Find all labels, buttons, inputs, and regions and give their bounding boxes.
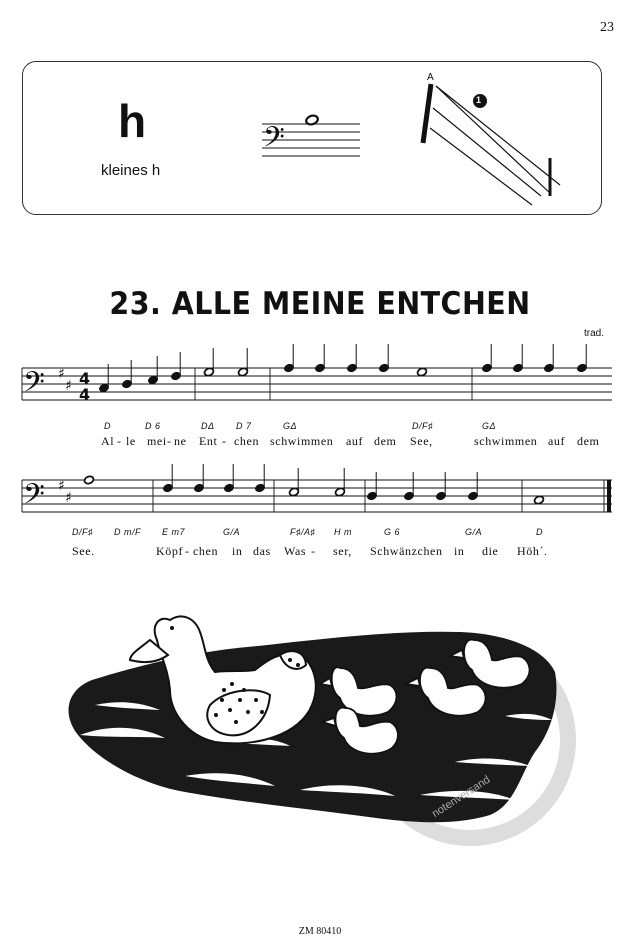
lyric-syllable: Höh´.	[517, 544, 548, 558]
lyric-syllable: See,	[410, 434, 433, 448]
lyric-syllable: Ent	[199, 434, 218, 448]
time-sig-top: 4	[79, 369, 91, 388]
chord: D 7	[236, 421, 252, 431]
time-sig-bottom: 4	[79, 385, 91, 404]
lyric-syllable: in	[232, 544, 243, 558]
chord: E m7	[162, 527, 186, 537]
chord: D/F♯	[412, 421, 433, 431]
lyric-hyphen: -	[167, 434, 172, 448]
bass-clef-icon: 𝄢	[23, 366, 45, 406]
lyric-syllable: schwimmen	[474, 434, 538, 448]
chord: D	[104, 421, 111, 431]
chord: DΔ	[201, 421, 215, 431]
lyric-syllable: dem	[577, 434, 600, 448]
chord: F♯/A♯	[290, 527, 316, 537]
lyric-syllable: schwimmen	[270, 434, 334, 448]
lyric-hyphen: -	[185, 544, 190, 558]
sharp-c: ♯	[65, 378, 72, 394]
catalog-number: ZM 80410	[298, 926, 342, 937]
lyric-syllable: Köpf	[156, 544, 184, 558]
sharp-c: ♯	[65, 490, 72, 506]
lyric-syllable: ne	[174, 434, 187, 448]
lyric-hyphen: -	[311, 544, 316, 558]
lyric-syllable: Was	[284, 544, 307, 558]
lyric-hyphen: -	[222, 434, 227, 448]
page-number: 23	[600, 20, 614, 35]
lyric-hyphen: -	[117, 434, 122, 448]
lyric-syllable: auf	[346, 434, 364, 448]
sharp-f: ♯	[58, 366, 65, 382]
lyric-syllable: Schwänzchen	[370, 544, 443, 558]
chord: D	[536, 527, 543, 537]
sharp-f: ♯	[58, 478, 65, 494]
lyric-syllable: auf	[548, 434, 566, 448]
lyric-syllable: ser,	[333, 544, 352, 558]
lyric-syllable: See.	[72, 544, 95, 558]
chord: H m	[334, 527, 352, 537]
lyric-syllable: die	[482, 544, 499, 558]
lyric-syllable: mei	[147, 434, 167, 448]
bass-clef-icon: 𝄢	[263, 121, 285, 161]
lyric-syllable: dem	[374, 434, 397, 448]
chord: D 6	[145, 421, 161, 431]
chord: G/A	[223, 527, 241, 537]
note-name: kleines h	[101, 162, 161, 179]
note-letter: h	[118, 95, 147, 147]
chord: G 6	[384, 527, 401, 537]
duck-eye	[170, 626, 174, 630]
chord: D m/F	[114, 527, 141, 537]
chord: D/F♯	[72, 527, 93, 537]
song-title: 23. ALLE MEINE ENTCHEN	[109, 286, 531, 322]
lyric-syllable: in	[454, 544, 465, 558]
lyric-syllable: das	[253, 544, 271, 558]
lyric-syllable: chen	[234, 434, 260, 448]
string-label: A	[427, 72, 434, 83]
finger-number: 1	[476, 95, 482, 105]
lyric-syllable: le	[126, 434, 136, 448]
chord: GΔ	[283, 421, 298, 431]
composer-credit: trad.	[583, 328, 604, 339]
chord: G/A	[465, 527, 483, 537]
chord: GΔ	[482, 421, 497, 431]
lyric-syllable: chen	[193, 544, 219, 558]
bass-clef-icon: 𝄢	[23, 478, 45, 518]
lyric-syllable: Al	[101, 434, 115, 448]
watermark-text: notenversand	[430, 773, 493, 821]
